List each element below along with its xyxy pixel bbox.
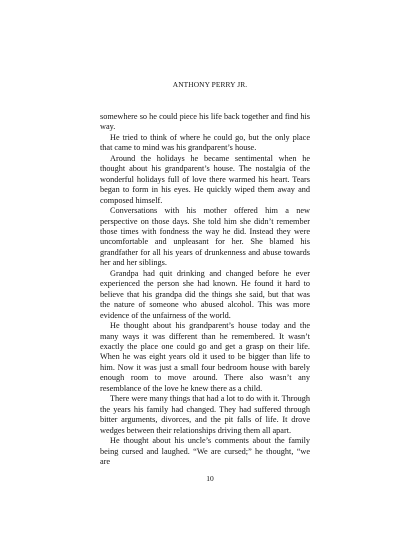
paragraph-2: He tried to think of where he could go, but the only place that came to mind was his grandparent’s house. bbox=[100, 132, 310, 153]
body-text bbox=[100, 112, 310, 467]
paragraph-5: Grandpa had quit drinking and changed before he ever experienced the person she had known. He found it hard to believe that his grandpa did the things she said, but that was the nature of someone who abused alcohol. This was more evidence of the unfairness of the world. bbox=[100, 268, 310, 320]
paragraph-8: He thought about his uncle’s comments about the family being cursed and laughed. “We are cursed;” he thought, “we are bbox=[100, 436, 310, 466]
paragraph-1: somewhere so he could piece his life back together and find his way. bbox=[100, 112, 310, 132]
page-number: 10 bbox=[206, 474, 214, 483]
paragraph-6: He thought about his grandparent’s house today and the many ways it was different than he remembered. It wasn’t exactly the place one could go and get a grasp on their life. When he was eight years old it used to be bigger than life to him. Now it was just a small four bedroom house with barely enough room to move around. There also wasn’t any resemblance of the love he knew there as a child. bbox=[100, 321, 310, 393]
running-head: ANTHONY PERRY JR. bbox=[172, 80, 248, 89]
paragraph-3: Around the holidays he became sentimental when he thought about his grandparent’s house. The nostalgia of the wonderful holidays full of love there warmed his heart. Tears began to form in his eyes. He quickly wiped them away and composed himself. bbox=[100, 153, 310, 205]
paragraph-4: Conversations with his mother offered him a new perspective on those days. She told him she didn’t remember those times with fondness the way he did. Instead they were uncomfortable and unpleasant for her. She blamed his grandfather for all his years of drunkenness and abuse towards her and her siblings. bbox=[100, 206, 310, 268]
paragraph-7: There were many things that had a lot to do with it. Through the years his family had changed. They had suffered through bitter arguments, divorces, and the pit falls of life. It drove wedges between their relationships driving them all apart. bbox=[100, 394, 310, 435]
